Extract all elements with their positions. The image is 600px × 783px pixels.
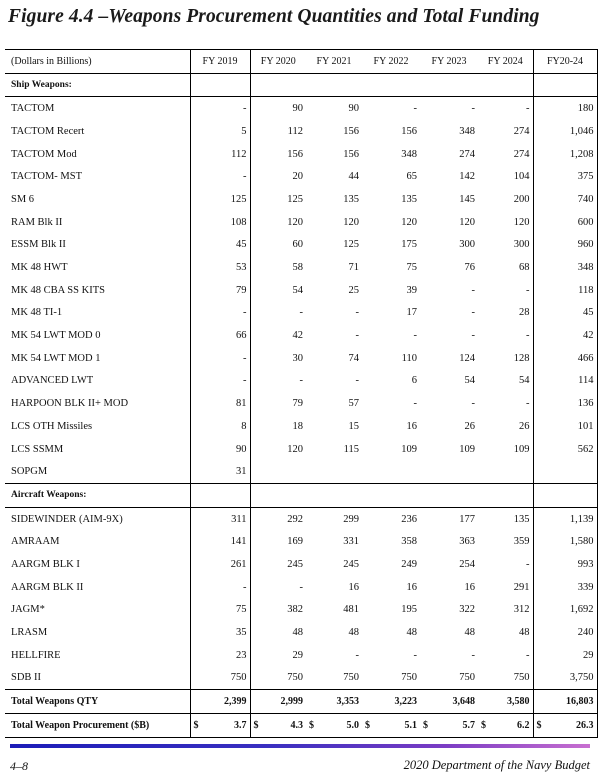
year-value: - xyxy=(413,398,417,410)
year-value: 57 xyxy=(348,398,359,410)
year-value: 23 xyxy=(190,644,250,667)
year-value: 291 xyxy=(478,576,533,599)
year-value: 39 xyxy=(406,284,417,296)
amount: 5.0 xyxy=(346,719,359,731)
year-value: 53 xyxy=(190,256,250,279)
year-value: - xyxy=(471,398,475,410)
header-year: FY 2022 xyxy=(362,50,420,74)
total-value: 240 xyxy=(533,621,597,644)
year-value: - xyxy=(478,97,533,120)
currency-symbol: $ xyxy=(423,719,428,731)
total-value: 42 xyxy=(533,324,597,347)
weapon-name: LCS OTH Missiles xyxy=(11,420,93,432)
total-procurement-label: Total Weapon Procurement ($B) xyxy=(5,713,190,737)
table-row xyxy=(5,599,597,622)
year-value: 109 xyxy=(401,443,417,455)
weapon-name: ESSM Blk II xyxy=(11,239,66,251)
year-value: 348 xyxy=(459,125,475,137)
year-value: 76 xyxy=(464,262,475,274)
weapons-table xyxy=(5,49,598,738)
year-value: 48 xyxy=(406,627,417,639)
currency-symbol: $ xyxy=(365,719,370,731)
table-row xyxy=(5,553,597,576)
year-value: - xyxy=(190,370,250,393)
empty-cell xyxy=(362,73,420,97)
year-value: 45 xyxy=(190,234,250,257)
year-value: - xyxy=(190,165,250,188)
table-row xyxy=(5,347,597,370)
table-row xyxy=(5,256,597,279)
year-value: 120 xyxy=(343,216,359,228)
total-procurement-row xyxy=(5,713,597,737)
empty-cell xyxy=(533,484,597,508)
year-value: 322 xyxy=(459,604,475,616)
total-value: 562 xyxy=(533,438,597,461)
amount: 3.7 xyxy=(234,719,247,731)
weapon-name: LCS SSMM xyxy=(11,443,64,455)
table-row xyxy=(5,576,597,599)
year-value: 128 xyxy=(478,347,533,370)
year-value: 30 xyxy=(292,352,303,364)
total-qty-value: 3,580 xyxy=(478,690,533,714)
total-value: 114 xyxy=(533,370,597,393)
year-value: 750 xyxy=(401,672,417,684)
table-row xyxy=(5,460,597,483)
weapon-name: SM 6 xyxy=(11,193,35,205)
year-value: - xyxy=(299,307,303,319)
total-procurement-value xyxy=(190,713,250,737)
year-value: - xyxy=(478,392,533,415)
year-value: 18 xyxy=(292,420,303,432)
year-value: 109 xyxy=(478,438,533,461)
year-value: 44 xyxy=(348,171,359,183)
table-row xyxy=(5,621,597,644)
year-value: 177 xyxy=(459,513,475,525)
footer-text: 2020 Department of the Navy Budget xyxy=(403,758,590,772)
total-value: 1,692 xyxy=(533,599,597,622)
year-value xyxy=(478,460,533,483)
table-row xyxy=(5,370,597,393)
year-value: 135 xyxy=(401,193,417,205)
year-value: 58 xyxy=(292,262,303,274)
table-row xyxy=(5,234,597,257)
year-value: 145 xyxy=(459,193,475,205)
page-number: 4–8 xyxy=(10,759,28,773)
year-value: 156 xyxy=(287,148,303,160)
year-value: 261 xyxy=(190,553,250,576)
year-value: 169 xyxy=(287,536,303,548)
year-value: - xyxy=(478,324,533,347)
figure-title: Figure 4.4 –Weapons Procurement Quantities and Total Funding xyxy=(8,6,540,27)
table-row xyxy=(5,165,597,188)
year-value: - xyxy=(471,284,475,296)
year-value: 109 xyxy=(459,443,475,455)
weapon-name: MK 54 LWT MOD 1 xyxy=(11,352,101,364)
year-value: 48 xyxy=(292,627,303,639)
empty-cell xyxy=(533,73,597,97)
weapon-name: ADVANCED LWT xyxy=(11,375,94,387)
year-value: 236 xyxy=(401,513,417,525)
year-value: - xyxy=(299,581,303,593)
year-value: 6 xyxy=(411,375,417,387)
total-procurement-sum xyxy=(533,713,597,737)
empty-cell xyxy=(190,73,250,97)
total-value: 1,046 xyxy=(533,120,597,143)
year-value: - xyxy=(471,330,475,342)
table-row xyxy=(5,438,597,461)
year-value: 358 xyxy=(401,536,417,548)
weapon-name: MK 54 LWT MOD 0 xyxy=(11,330,101,342)
year-value: 120 xyxy=(287,216,303,228)
year-value: 90 xyxy=(292,103,303,115)
year-value: 5 xyxy=(190,120,250,143)
weapon-name: AMRAAM xyxy=(11,536,60,548)
total-value: 466 xyxy=(533,347,597,370)
table-row xyxy=(5,97,597,120)
year-value: 299 xyxy=(343,513,359,525)
weapon-name: MK 48 HWT xyxy=(11,262,68,274)
weapon-name: SOPGM xyxy=(11,466,48,478)
year-value: 120 xyxy=(478,211,533,234)
year-value xyxy=(306,460,362,483)
table-row xyxy=(5,392,597,415)
weapon-name: TACTOM Mod xyxy=(11,148,77,160)
year-value: - xyxy=(355,330,359,342)
year-value: 25 xyxy=(348,284,359,296)
total-value: 180 xyxy=(533,97,597,120)
total-value: 740 xyxy=(533,188,597,211)
section-heading: Aircraft Weapons: xyxy=(5,484,190,508)
year-value: 54 xyxy=(292,284,303,296)
year-value xyxy=(362,460,420,483)
weapon-name: AARGM BLK II xyxy=(11,581,84,593)
year-value: 135 xyxy=(478,507,533,530)
total-qty-value: 3,353 xyxy=(306,690,362,714)
year-value: 54 xyxy=(478,370,533,393)
empty-cell xyxy=(420,73,478,97)
header-year: FY 2023 xyxy=(420,50,478,74)
year-value: 75 xyxy=(190,599,250,622)
year-value: 200 xyxy=(478,188,533,211)
amount: 6.2 xyxy=(517,719,530,731)
year-value: 28 xyxy=(478,302,533,325)
year-value: 300 xyxy=(459,239,475,251)
weapon-name: MK 48 TI-1 xyxy=(11,307,63,319)
year-value: 16 xyxy=(348,581,359,593)
year-value: 29 xyxy=(292,649,303,661)
year-value: 142 xyxy=(459,171,475,183)
amount: 4.3 xyxy=(290,719,303,731)
currency-symbol: $ xyxy=(193,719,199,731)
year-value: 125 xyxy=(287,193,303,205)
total-qty-value: 2,999 xyxy=(250,690,306,714)
empty-cell xyxy=(250,73,306,97)
year-value: 48 xyxy=(478,621,533,644)
year-value: 750 xyxy=(478,667,533,690)
year-value: 292 xyxy=(287,513,303,525)
year-value: 16 xyxy=(464,581,475,593)
year-value: 312 xyxy=(478,599,533,622)
header-year: FY 2019 xyxy=(190,50,250,74)
total-procurement-value xyxy=(478,713,533,737)
year-value: 31 xyxy=(190,460,250,483)
table-row xyxy=(5,667,597,690)
total-value: 3,750 xyxy=(533,667,597,690)
year-value: 74 xyxy=(348,352,359,364)
year-value: - xyxy=(355,307,359,319)
total-value xyxy=(533,460,597,483)
total-value: 101 xyxy=(533,415,597,438)
header-year: FY 2024 xyxy=(478,50,533,74)
year-value: 331 xyxy=(343,536,359,548)
year-value: 125 xyxy=(343,239,359,251)
total-value: 1,580 xyxy=(533,530,597,553)
year-value: 359 xyxy=(478,530,533,553)
year-value: 274 xyxy=(478,120,533,143)
empty-cell xyxy=(420,484,478,508)
amount: 5.7 xyxy=(462,719,475,731)
year-value: 48 xyxy=(348,627,359,639)
year-value: 60 xyxy=(292,239,303,251)
year-value: 750 xyxy=(190,667,250,690)
total-qty-value: 3,223 xyxy=(362,690,420,714)
year-value: 156 xyxy=(343,148,359,160)
weapon-name: LRASM xyxy=(11,627,48,639)
section-row xyxy=(5,73,597,97)
header-total: FY20-24 xyxy=(533,50,597,74)
year-value: 382 xyxy=(287,604,303,616)
weapon-name: TACTOM xyxy=(11,103,55,115)
total-value: 45 xyxy=(533,302,597,325)
year-value: - xyxy=(355,649,359,661)
weapon-name: SDB II xyxy=(11,672,42,684)
year-value: - xyxy=(471,307,475,319)
year-value: 68 xyxy=(478,256,533,279)
table-row xyxy=(5,302,597,325)
empty-cell xyxy=(190,484,250,508)
year-value: 8 xyxy=(190,415,250,438)
header-units-label: (Dollars in Billions) xyxy=(5,50,190,74)
total-value: 136 xyxy=(533,392,597,415)
year-value: 125 xyxy=(190,188,250,211)
year-value: 115 xyxy=(343,443,359,455)
year-value: 750 xyxy=(287,672,303,684)
year-value: - xyxy=(413,103,417,115)
year-value: 15 xyxy=(348,420,359,432)
empty-cell xyxy=(306,73,362,97)
footer-gradient-bar xyxy=(10,744,590,748)
year-value: 156 xyxy=(401,125,417,137)
total-value: 993 xyxy=(533,553,597,576)
total-value: 348 xyxy=(533,256,597,279)
year-value: 274 xyxy=(478,143,533,166)
header-row xyxy=(5,50,597,74)
total-procurement-value xyxy=(362,713,420,737)
year-value: 20 xyxy=(292,171,303,183)
currency-symbol: $ xyxy=(253,719,259,731)
table-row xyxy=(5,530,597,553)
year-value: - xyxy=(190,97,250,120)
year-value: - xyxy=(478,644,533,667)
year-value: 120 xyxy=(401,216,417,228)
year-value: 274 xyxy=(459,148,475,160)
year-value: 245 xyxy=(287,558,303,570)
year-value: 16 xyxy=(406,581,417,593)
total-qty-sum: 16,803 xyxy=(533,690,597,714)
year-value: - xyxy=(190,576,250,599)
section-heading: Ship Weapons: xyxy=(5,73,190,97)
year-value: 195 xyxy=(401,604,417,616)
table-row xyxy=(5,120,597,143)
year-value: 48 xyxy=(464,627,475,639)
empty-cell xyxy=(362,484,420,508)
total-value: 29 xyxy=(533,644,597,667)
weapon-name: MK 48 CBA SS KITS xyxy=(11,284,105,296)
year-value: - xyxy=(478,279,533,302)
year-value: 26 xyxy=(464,420,475,432)
weapon-name: JAGM* xyxy=(11,604,45,616)
year-value: 750 xyxy=(343,672,359,684)
table-row xyxy=(5,279,597,302)
total-value: 375 xyxy=(533,165,597,188)
total-procurement-value xyxy=(306,713,362,737)
weapon-name: TACTOM- MST xyxy=(11,171,83,183)
weapon-name: HELLFIRE xyxy=(11,649,61,661)
year-value: 54 xyxy=(464,375,475,387)
year-value: 120 xyxy=(287,443,303,455)
year-value: 42 xyxy=(292,330,303,342)
year-value: 481 xyxy=(343,604,359,616)
year-value: 112 xyxy=(287,125,303,137)
year-value: 65 xyxy=(406,171,417,183)
year-value: 120 xyxy=(459,216,475,228)
table-row xyxy=(5,188,597,211)
year-value: 135 xyxy=(343,193,359,205)
table-row xyxy=(5,644,597,667)
total-procurement-value xyxy=(250,713,306,737)
table-row xyxy=(5,143,597,166)
year-value: 66 xyxy=(190,324,250,347)
year-value: 175 xyxy=(401,239,417,251)
total-procurement-value xyxy=(420,713,478,737)
year-value: 71 xyxy=(348,262,359,274)
year-value: 141 xyxy=(190,530,250,553)
total-qty-label: Total Weapons QTY xyxy=(5,690,190,714)
year-value: 300 xyxy=(478,234,533,257)
year-value: 254 xyxy=(459,558,475,570)
section-row xyxy=(5,484,597,508)
year-value: - xyxy=(471,103,475,115)
total-value: 960 xyxy=(533,234,597,257)
year-value: 104 xyxy=(478,165,533,188)
year-value: - xyxy=(355,375,359,387)
year-value: 35 xyxy=(190,621,250,644)
year-value: 79 xyxy=(190,279,250,302)
year-value: 249 xyxy=(401,558,417,570)
year-value: 110 xyxy=(401,352,417,364)
year-value: 81 xyxy=(190,392,250,415)
empty-cell xyxy=(306,484,362,508)
total-value: 1,139 xyxy=(533,507,597,530)
year-value: - xyxy=(190,302,250,325)
amount: 5.1 xyxy=(404,719,417,731)
weapon-name: SIDEWINDER (AIM-9X) xyxy=(11,513,123,525)
weapon-name: TACTOM Recert xyxy=(11,125,85,137)
year-value: 79 xyxy=(292,398,303,410)
year-value: 90 xyxy=(190,438,250,461)
total-qty-value: 2,399 xyxy=(190,690,250,714)
empty-cell xyxy=(250,484,306,508)
table-row xyxy=(5,324,597,347)
year-value: 17 xyxy=(406,307,417,319)
total-value: 339 xyxy=(533,576,597,599)
total-qty-row xyxy=(5,690,597,714)
year-value: 16 xyxy=(406,420,417,432)
year-value: 750 xyxy=(459,672,475,684)
year-value: 311 xyxy=(190,507,250,530)
year-value xyxy=(250,460,306,483)
year-value: 90 xyxy=(348,103,359,115)
year-value xyxy=(420,460,478,483)
year-value: 363 xyxy=(459,536,475,548)
table-row xyxy=(5,507,597,530)
year-value: - xyxy=(190,347,250,370)
weapon-name: AARGM BLK I xyxy=(11,558,80,570)
year-value: - xyxy=(299,375,303,387)
year-value: 75 xyxy=(406,262,417,274)
year-value: 156 xyxy=(343,125,359,137)
weapon-name: RAM Blk II xyxy=(11,216,63,228)
total-value: 600 xyxy=(533,211,597,234)
year-value: 348 xyxy=(401,148,417,160)
year-value: 112 xyxy=(190,143,250,166)
year-value: - xyxy=(413,330,417,342)
header-year: FY 2020 xyxy=(250,50,306,74)
weapon-name: HARPOON BLK II+ MOD xyxy=(11,398,129,410)
year-value: 124 xyxy=(459,352,475,364)
table-row xyxy=(5,415,597,438)
year-value: 245 xyxy=(343,558,359,570)
year-value: 108 xyxy=(190,211,250,234)
year-value: - xyxy=(471,649,475,661)
table-row xyxy=(5,211,597,234)
year-value: 26 xyxy=(478,415,533,438)
amount: 26.3 xyxy=(576,719,594,731)
empty-cell xyxy=(478,73,533,97)
year-value: - xyxy=(478,553,533,576)
year-value: - xyxy=(413,649,417,661)
currency-symbol: $ xyxy=(481,719,486,731)
empty-cell xyxy=(478,484,533,508)
currency-symbol: $ xyxy=(536,719,542,731)
total-value: 1,208 xyxy=(533,143,597,166)
header-year: FY 2021 xyxy=(306,50,362,74)
total-value: 118 xyxy=(533,279,597,302)
total-qty-value: 3,648 xyxy=(420,690,478,714)
table-body xyxy=(5,73,597,737)
currency-symbol: $ xyxy=(309,719,314,731)
